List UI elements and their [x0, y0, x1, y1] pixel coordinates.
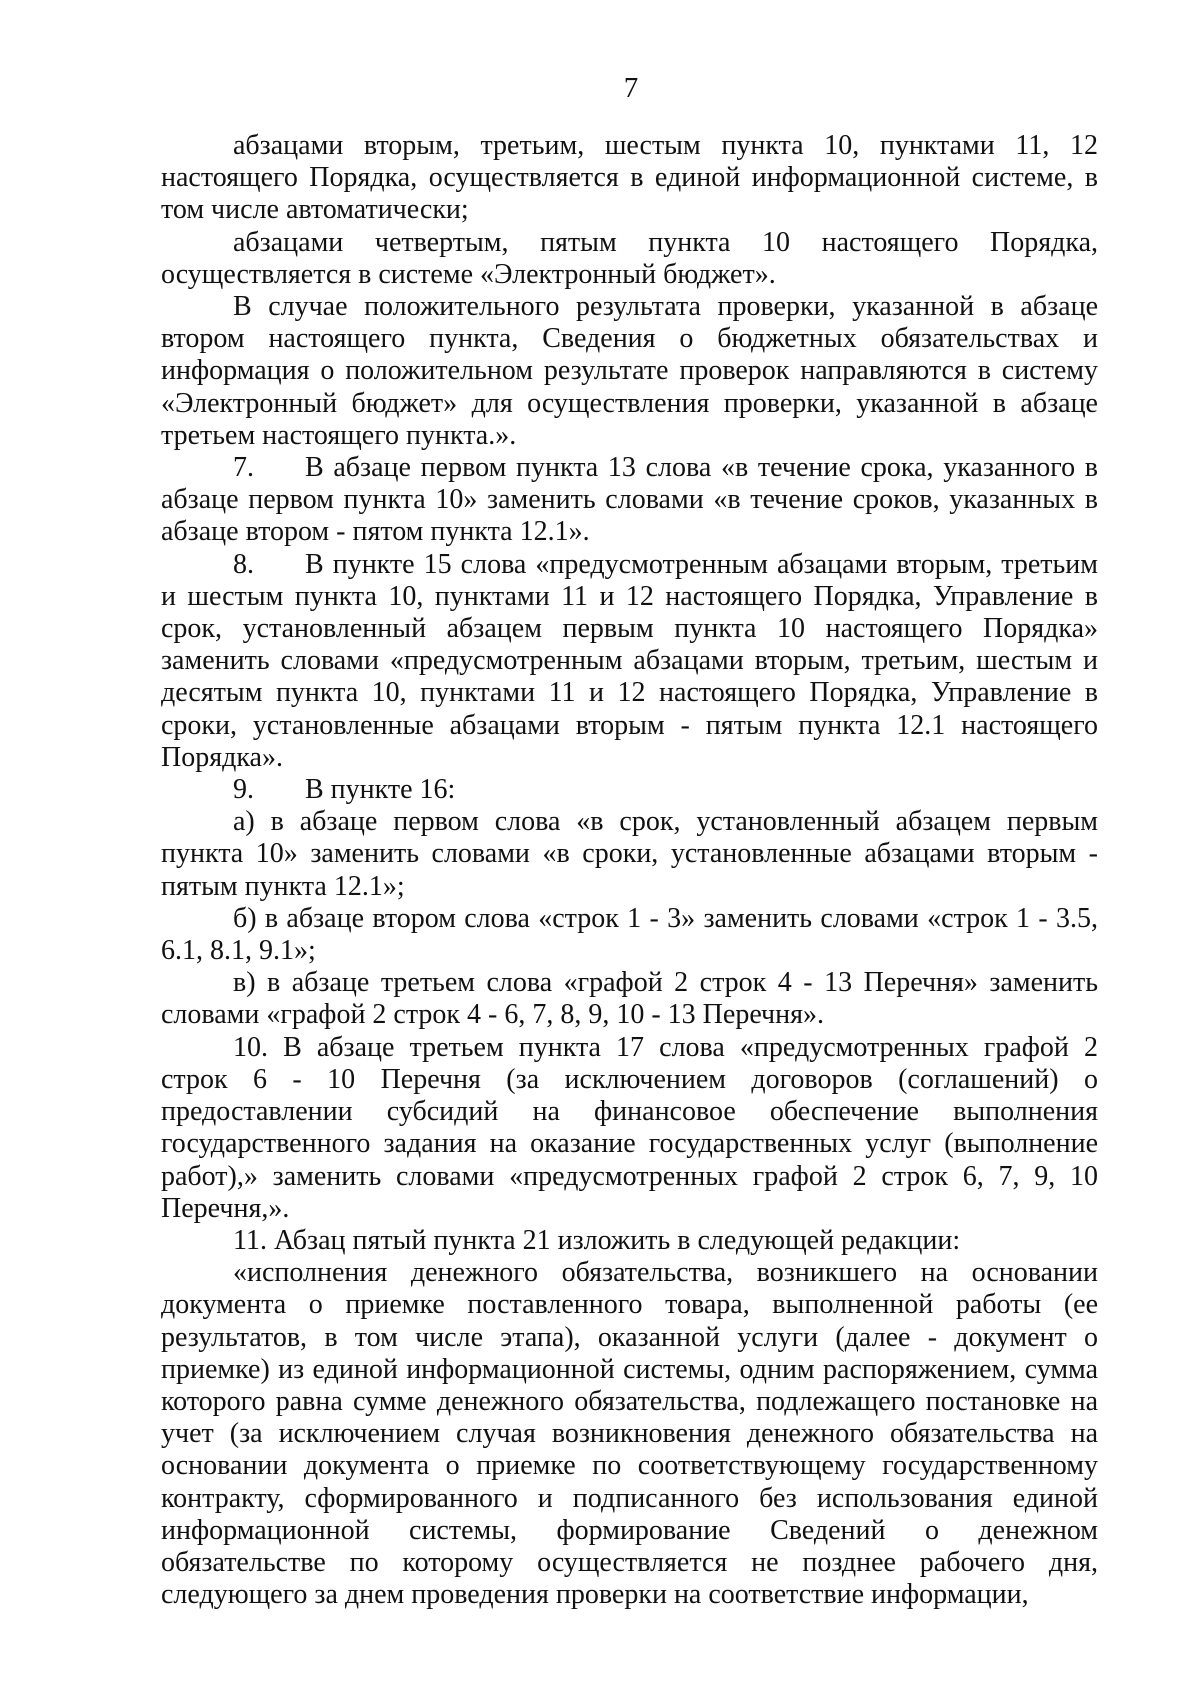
paragraph: 10. В абзаце третьем пункта 17 слова «предусмотренных графой 2 строк 6 - 10 Перечня (за исключением договоров (соглашений) о предоставлении субсидий на финансовое обеспечение выполнения государственного задания на оказание государственных услуг (выполнение работ),» заменить словами «предусмотренных графой 2 строк 6, 7, 9, 10 Перечня,».	[161, 1031, 1098, 1224]
paragraph-text: В пункте 15 слова «предусмотренным абзацами вторым, третьим и шестым пункта 10, пунктами 11 и 12 настоящего Порядка, Управление в срок, установленный абзацем первым пункта 10 настоящего Порядка» заменить словами «предусмотренным абзацами вторым, третьим, шестым и десятым пункта 10, пунктами 11 и 12 настоящего Порядка, Управление в сроки, установленные абзацами вторым - пятым пункта 12.1 настоящего Порядка».	[161, 548, 1098, 773]
paragraph: б) в абзаце втором слова «строк 1 - 3» заменить словами «строк 1 - 3.5, 6.1, 8.1, 9.1»;	[161, 902, 1098, 967]
paragraph: 11. Абзац пятый пункта 21 изложить в следующей редакции:	[233, 1224, 961, 1256]
item-number: 8.	[233, 548, 254, 580]
paragraph: В случае положительного результата проверки, указанной в абзаце втором настоящего пункта, Сведения о бюджетных обязательствах и информация о положительном результате проверок направляются в систему «Электронный бюджет» для осуществления проверки, указанной в абзаце третьем настоящего пункта.».	[161, 291, 1098, 451]
numbered-paragraph	[161, 774, 1098, 806]
item-number: 9.	[233, 774, 254, 806]
document-body	[161, 130, 1098, 1611]
paragraph: а) в абзаце первом слова «в срок, установленный абзацем первым пункта 10» заменить словами «в сроки, установленные абзацами вторым - пятым пункта 12.1»;	[161, 806, 1098, 902]
paragraph: абзацами четвертым, пятым пункта 10 настоящего Порядка, осуществляется в системе «Электронный бюджет».	[161, 226, 1098, 290]
numbered-paragraph	[161, 549, 1098, 774]
paragraph: абзацами вторым, третьим, шестым пункта 10, пунктами 11, 12 настоящего Порядка, осуществляется в единой информационной системе, в том числе автоматически;	[161, 130, 1098, 226]
item-number: 7.	[233, 452, 254, 484]
paragraph: «исполнения денежного обязательства, возникшего на основании документа о приемке поставленного товара, выполненной работы (ее результатов, в том числе этапа), оказанной услуги (далее - документ о приемке) из единой информационной системы, одним распоряжением, сумма которого равна сумме денежного обязательства, подлежащего постановке на учет (за исключением случая возникновения денежного обязательства на основании документа о приемке по соответствующему государственному контракту, сформированного и подписанного без использования единой информационной системы, формирование Сведений о денежном обязательстве по которому осуществляется не позднее рабочего дня, следующего за днем проведения проверки на соответствие информации,	[161, 1257, 1098, 1611]
page-number: 7	[623, 72, 639, 104]
paragraph-text: В пункте 16:	[305, 774, 456, 806]
numbered-paragraph	[161, 452, 1098, 549]
paragraph-text: В абзаце первом пункта 13 слова «в течение срока, указанного в абзаце первом пункта 10» заменить словами «в течение сроков, указанных в абзаце втором - пятом пункта 12.1».	[161, 452, 1098, 548]
paragraph: в) в абзаце третьем слова «графой 2 строк 4 - 13 Перечня» заменить словами «графой 2 строк 4 - 6, 7, 8, 9, 10 - 13 Перечня».	[161, 967, 1098, 1031]
